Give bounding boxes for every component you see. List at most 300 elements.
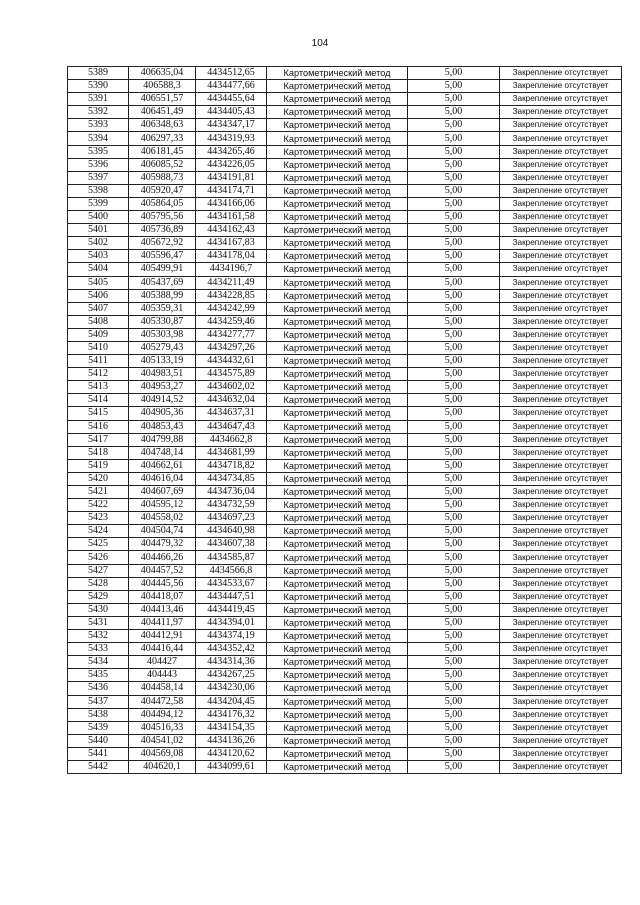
coordinate-x-cell: 404445,56 xyxy=(129,577,196,590)
coordinate-y-cell: 4434405,43 xyxy=(196,106,267,119)
point-number-cell: 5397 xyxy=(68,171,129,184)
accuracy-cell: 5,00 xyxy=(408,407,500,420)
point-number-cell: 5431 xyxy=(68,616,129,629)
method-cell: Картометрический метод xyxy=(267,368,408,381)
table-row xyxy=(68,499,622,512)
method-cell: Картометрический метод xyxy=(267,394,408,407)
coordinate-x-cell: 404516,33 xyxy=(129,721,196,734)
point-number-cell: 5395 xyxy=(68,145,129,158)
coordinate-x-cell: 404418,07 xyxy=(129,590,196,603)
method-cell: Картометрический метод xyxy=(267,302,408,315)
table-row xyxy=(68,459,622,472)
point-number-cell: 5405 xyxy=(68,276,129,289)
point-number-cell: 5414 xyxy=(68,394,129,407)
fixation-cell: Закрепление отсутствует xyxy=(500,630,622,643)
coordinate-y-cell: 4434196,7 xyxy=(196,263,267,276)
coordinate-y-cell: 4434640,98 xyxy=(196,525,267,538)
table-row xyxy=(68,747,622,760)
coordinate-y-cell: 4434154,35 xyxy=(196,721,267,734)
fixation-cell: Закрепление отсутствует xyxy=(500,472,622,485)
fixation-cell: Закрепление отсутствует xyxy=(500,237,622,250)
accuracy-cell: 5,00 xyxy=(408,341,500,354)
method-cell: Картометрический метод xyxy=(267,355,408,368)
fixation-cell: Закрепление отсутствует xyxy=(500,381,622,394)
method-cell: Картометрический метод xyxy=(267,276,408,289)
table-row xyxy=(68,407,622,420)
coordinate-x-cell: 404662,61 xyxy=(129,459,196,472)
coordinate-x-cell: 404748,14 xyxy=(129,446,196,459)
point-number-cell: 5432 xyxy=(68,630,129,643)
point-number-cell: 5429 xyxy=(68,590,129,603)
accuracy-cell: 5,00 xyxy=(408,643,500,656)
point-number-cell: 5390 xyxy=(68,80,129,93)
point-number-cell: 5416 xyxy=(68,420,129,433)
fixation-cell: Закрепление отсутствует xyxy=(500,603,622,616)
fixation-cell: Закрепление отсутствует xyxy=(500,289,622,302)
table-row xyxy=(68,237,622,250)
table-row xyxy=(68,328,622,341)
coordinate-y-cell: 4434267,25 xyxy=(196,669,267,682)
coordinate-x-cell: 404466,26 xyxy=(129,551,196,564)
point-number-cell: 5430 xyxy=(68,603,129,616)
accuracy-cell: 5,00 xyxy=(408,616,500,629)
point-number-cell: 5424 xyxy=(68,525,129,538)
table-row xyxy=(68,289,622,302)
point-number-cell: 5412 xyxy=(68,368,129,381)
table-row xyxy=(68,643,622,656)
method-cell: Картометрический метод xyxy=(267,407,408,420)
method-cell: Картометрический метод xyxy=(267,341,408,354)
coordinate-y-cell: 4434347,17 xyxy=(196,119,267,132)
coordinate-y-cell: 4434120,62 xyxy=(196,747,267,760)
table-row xyxy=(68,590,622,603)
coordinate-x-cell: 404457,52 xyxy=(129,564,196,577)
coordinate-x-cell: 405672,92 xyxy=(129,237,196,250)
accuracy-cell: 5,00 xyxy=(408,708,500,721)
accuracy-cell: 5,00 xyxy=(408,760,500,773)
coordinate-x-cell: 406635,04 xyxy=(129,67,196,80)
point-number-cell: 5434 xyxy=(68,656,129,669)
table-row xyxy=(68,355,622,368)
coordinates-table xyxy=(67,66,622,774)
fixation-cell: Закрепление отсутствует xyxy=(500,564,622,577)
method-cell: Картометрический метод xyxy=(267,760,408,773)
coordinate-y-cell: 4434575,89 xyxy=(196,368,267,381)
method-cell: Картометрический метод xyxy=(267,577,408,590)
point-number-cell: 5438 xyxy=(68,708,129,721)
accuracy-cell: 5,00 xyxy=(408,512,500,525)
accuracy-cell: 5,00 xyxy=(408,394,500,407)
method-cell: Картометрический метод xyxy=(267,499,408,512)
table-row xyxy=(68,276,622,289)
accuracy-cell: 5,00 xyxy=(408,538,500,551)
coordinate-y-cell: 4434352,42 xyxy=(196,643,267,656)
point-number-cell: 5436 xyxy=(68,682,129,695)
accuracy-cell: 5,00 xyxy=(408,499,500,512)
coordinate-y-cell: 4434136,26 xyxy=(196,734,267,747)
method-cell: Картометрический метод xyxy=(267,184,408,197)
method-cell: Картометрический метод xyxy=(267,171,408,184)
coordinate-x-cell: 404416,44 xyxy=(129,643,196,656)
method-cell: Картометрический метод xyxy=(267,67,408,80)
table-row xyxy=(68,669,622,682)
fixation-cell: Закрепление отсутствует xyxy=(500,577,622,590)
coordinate-x-cell: 405795,56 xyxy=(129,211,196,224)
accuracy-cell: 5,00 xyxy=(408,420,500,433)
accuracy-cell: 5,00 xyxy=(408,603,500,616)
coordinate-x-cell: 406348,63 xyxy=(129,119,196,132)
coordinate-y-cell: 4434162,43 xyxy=(196,224,267,237)
coordinate-x-cell: 405988,73 xyxy=(129,171,196,184)
accuracy-cell: 5,00 xyxy=(408,577,500,590)
coordinate-y-cell: 4434566,8 xyxy=(196,564,267,577)
method-cell: Картометрический метод xyxy=(267,708,408,721)
table-row xyxy=(68,394,622,407)
fixation-cell: Закрепление отсутствует xyxy=(500,263,622,276)
coordinate-x-cell: 404569,08 xyxy=(129,747,196,760)
method-cell: Картометрический метод xyxy=(267,603,408,616)
accuracy-cell: 5,00 xyxy=(408,486,500,499)
coordinate-x-cell: 404504,74 xyxy=(129,525,196,538)
coordinate-x-cell: 405736,89 xyxy=(129,224,196,237)
accuracy-cell: 5,00 xyxy=(408,276,500,289)
coordinate-x-cell: 404411,97 xyxy=(129,616,196,629)
accuracy-cell: 5,00 xyxy=(408,355,500,368)
table-row xyxy=(68,656,622,669)
coordinate-x-cell: 404427 xyxy=(129,656,196,669)
coordinate-y-cell: 4434632,04 xyxy=(196,394,267,407)
coordinate-y-cell: 4434585,87 xyxy=(196,551,267,564)
method-cell: Картометрический метод xyxy=(267,263,408,276)
accuracy-cell: 5,00 xyxy=(408,237,500,250)
fixation-cell: Закрепление отсутствует xyxy=(500,276,622,289)
coordinate-y-cell: 4434297,26 xyxy=(196,341,267,354)
accuracy-cell: 5,00 xyxy=(408,211,500,224)
accuracy-cell: 5,00 xyxy=(408,472,500,485)
fixation-cell: Закрепление отсутствует xyxy=(500,315,622,328)
coordinate-x-cell: 404799,88 xyxy=(129,433,196,446)
method-cell: Картометрический метод xyxy=(267,630,408,643)
fixation-cell: Закрепление отсутствует xyxy=(500,171,622,184)
coordinate-x-cell: 404443 xyxy=(129,669,196,682)
accuracy-cell: 5,00 xyxy=(408,158,500,171)
method-cell: Картометрический метод xyxy=(267,106,408,119)
table-row xyxy=(68,721,622,734)
coordinate-y-cell: 4434607,38 xyxy=(196,538,267,551)
point-number-cell: 5421 xyxy=(68,486,129,499)
point-number-cell: 5396 xyxy=(68,158,129,171)
table-row xyxy=(68,472,622,485)
fixation-cell: Закрепление отсутствует xyxy=(500,420,622,433)
coordinate-y-cell: 4434602,02 xyxy=(196,381,267,394)
accuracy-cell: 5,00 xyxy=(408,721,500,734)
point-number-cell: 5425 xyxy=(68,538,129,551)
method-cell: Картометрический метод xyxy=(267,564,408,577)
point-number-cell: 5415 xyxy=(68,407,129,420)
fixation-cell: Закрепление отсутствует xyxy=(500,525,622,538)
accuracy-cell: 5,00 xyxy=(408,525,500,538)
accuracy-cell: 5,00 xyxy=(408,328,500,341)
coordinate-y-cell: 4434228,85 xyxy=(196,289,267,302)
method-cell: Картометрический метод xyxy=(267,551,408,564)
coordinate-y-cell: 4434455,64 xyxy=(196,93,267,106)
coordinate-x-cell: 406588,3 xyxy=(129,80,196,93)
method-cell: Картометрический метод xyxy=(267,80,408,93)
fixation-cell: Закрепление отсутствует xyxy=(500,433,622,446)
fixation-cell: Закрепление отсутствует xyxy=(500,368,622,381)
accuracy-cell: 5,00 xyxy=(408,682,500,695)
coordinate-x-cell: 405388,99 xyxy=(129,289,196,302)
point-number-cell: 5394 xyxy=(68,132,129,145)
table-row xyxy=(68,630,622,643)
coordinate-y-cell: 4434394,01 xyxy=(196,616,267,629)
coordinate-x-cell: 404607,69 xyxy=(129,486,196,499)
coordinate-y-cell: 4434265,46 xyxy=(196,145,267,158)
coordinate-y-cell: 4434242,99 xyxy=(196,302,267,315)
point-number-cell: 5439 xyxy=(68,721,129,734)
point-number-cell: 5391 xyxy=(68,93,129,106)
method-cell: Картометрический метод xyxy=(267,224,408,237)
fixation-cell: Закрепление отсутствует xyxy=(500,656,622,669)
fixation-cell: Закрепление отсутствует xyxy=(500,590,622,603)
method-cell: Картометрический метод xyxy=(267,682,408,695)
method-cell: Картометрический метод xyxy=(267,237,408,250)
table-row xyxy=(68,224,622,237)
coordinate-x-cell: 404620,1 xyxy=(129,760,196,773)
table-row xyxy=(68,302,622,315)
accuracy-cell: 5,00 xyxy=(408,695,500,708)
method-cell: Картометрический метод xyxy=(267,459,408,472)
method-cell: Картометрический метод xyxy=(267,119,408,132)
coordinate-x-cell: 405596,47 xyxy=(129,250,196,263)
accuracy-cell: 5,00 xyxy=(408,656,500,669)
fixation-cell: Закрепление отсутствует xyxy=(500,158,622,171)
coordinate-x-cell: 404558,02 xyxy=(129,512,196,525)
accuracy-cell: 5,00 xyxy=(408,132,500,145)
table-row xyxy=(68,381,622,394)
method-cell: Картометрический метод xyxy=(267,93,408,106)
method-cell: Картометрический метод xyxy=(267,721,408,734)
coordinate-y-cell: 4434681,99 xyxy=(196,446,267,459)
point-number-cell: 5437 xyxy=(68,695,129,708)
point-number-cell: 5399 xyxy=(68,197,129,210)
method-cell: Картометрический метод xyxy=(267,656,408,669)
accuracy-cell: 5,00 xyxy=(408,747,500,760)
fixation-cell: Закрепление отсутствует xyxy=(500,184,622,197)
accuracy-cell: 5,00 xyxy=(408,302,500,315)
fixation-cell: Закрепление отсутствует xyxy=(500,459,622,472)
coordinate-y-cell: 4434226,05 xyxy=(196,158,267,171)
coordinate-x-cell: 406085,52 xyxy=(129,158,196,171)
point-number-cell: 5400 xyxy=(68,211,129,224)
fixation-cell: Закрепление отсутствует xyxy=(500,721,622,734)
method-cell: Картометрический метод xyxy=(267,512,408,525)
accuracy-cell: 5,00 xyxy=(408,446,500,459)
coordinate-x-cell: 405279,43 xyxy=(129,341,196,354)
method-cell: Картометрический метод xyxy=(267,472,408,485)
accuracy-cell: 5,00 xyxy=(408,145,500,158)
fixation-cell: Закрепление отсутствует xyxy=(500,394,622,407)
point-number-cell: 5435 xyxy=(68,669,129,682)
fixation-cell: Закрепление отсутствует xyxy=(500,708,622,721)
coordinate-y-cell: 4434732,59 xyxy=(196,499,267,512)
table-row xyxy=(68,197,622,210)
accuracy-cell: 5,00 xyxy=(408,381,500,394)
point-number-cell: 5401 xyxy=(68,224,129,237)
table-row xyxy=(68,616,622,629)
method-cell: Картометрический метод xyxy=(267,747,408,760)
point-number-cell: 5426 xyxy=(68,551,129,564)
table-row xyxy=(68,433,622,446)
coordinate-x-cell: 405499,91 xyxy=(129,263,196,276)
fixation-cell: Закрепление отсутствует xyxy=(500,538,622,551)
coordinate-y-cell: 4434432,61 xyxy=(196,355,267,368)
point-number-cell: 5420 xyxy=(68,472,129,485)
fixation-cell: Закрепление отсутствует xyxy=(500,760,622,773)
table-row xyxy=(68,577,622,590)
fixation-cell: Закрепление отсутствует xyxy=(500,747,622,760)
point-number-cell: 5428 xyxy=(68,577,129,590)
coordinate-y-cell: 4434277,77 xyxy=(196,328,267,341)
table-row xyxy=(68,158,622,171)
fixation-cell: Закрепление отсутствует xyxy=(500,734,622,747)
accuracy-cell: 5,00 xyxy=(408,630,500,643)
accuracy-cell: 5,00 xyxy=(408,184,500,197)
point-number-cell: 5422 xyxy=(68,499,129,512)
fixation-cell: Закрепление отсутствует xyxy=(500,486,622,499)
point-number-cell: 5393 xyxy=(68,119,129,132)
point-number-cell: 5392 xyxy=(68,106,129,119)
table-row xyxy=(68,682,622,695)
accuracy-cell: 5,00 xyxy=(408,171,500,184)
table-row xyxy=(68,695,622,708)
fixation-cell: Закрепление отсутствует xyxy=(500,695,622,708)
point-number-cell: 5389 xyxy=(68,67,129,80)
coordinate-y-cell: 4434533,67 xyxy=(196,577,267,590)
method-cell: Картометрический метод xyxy=(267,433,408,446)
point-number-cell: 5417 xyxy=(68,433,129,446)
fixation-cell: Закрепление отсутствует xyxy=(500,643,622,656)
fixation-cell: Закрепление отсутствует xyxy=(500,302,622,315)
point-number-cell: 5419 xyxy=(68,459,129,472)
table-row xyxy=(68,211,622,224)
coordinate-y-cell: 4434662,8 xyxy=(196,433,267,446)
coordinate-x-cell: 404479,32 xyxy=(129,538,196,551)
method-cell: Картометрический метод xyxy=(267,289,408,302)
fixation-cell: Закрепление отсутствует xyxy=(500,616,622,629)
method-cell: Картометрический метод xyxy=(267,145,408,158)
table-row xyxy=(68,734,622,747)
coordinate-x-cell: 404413,46 xyxy=(129,603,196,616)
coordinate-x-cell: 405864,05 xyxy=(129,197,196,210)
accuracy-cell: 5,00 xyxy=(408,224,500,237)
method-cell: Картометрический метод xyxy=(267,446,408,459)
coordinate-x-cell: 405920,47 xyxy=(129,184,196,197)
fixation-cell: Закрепление отсутствует xyxy=(500,132,622,145)
table-row xyxy=(68,760,622,773)
fixation-cell: Закрепление отсутствует xyxy=(500,407,622,420)
coordinate-x-cell: 405133,19 xyxy=(129,355,196,368)
coordinate-y-cell: 4434211,49 xyxy=(196,276,267,289)
method-cell: Картометрический метод xyxy=(267,590,408,603)
coordinate-x-cell: 404412,91 xyxy=(129,630,196,643)
coordinate-y-cell: 4434697,23 xyxy=(196,512,267,525)
table-row xyxy=(68,93,622,106)
coordinate-y-cell: 4434167,83 xyxy=(196,237,267,250)
point-number-cell: 5423 xyxy=(68,512,129,525)
table-row xyxy=(68,538,622,551)
fixation-cell: Закрепление отсутствует xyxy=(500,669,622,682)
method-cell: Картометрический метод xyxy=(267,211,408,224)
point-number-cell: 5411 xyxy=(68,355,129,368)
coordinate-y-cell: 4434718,82 xyxy=(196,459,267,472)
point-number-cell: 5413 xyxy=(68,381,129,394)
coordinate-y-cell: 4434174,71 xyxy=(196,184,267,197)
coordinate-y-cell: 4434166,06 xyxy=(196,197,267,210)
accuracy-cell: 5,00 xyxy=(408,564,500,577)
coordinate-y-cell: 4434734,85 xyxy=(196,472,267,485)
method-cell: Картометрический метод xyxy=(267,197,408,210)
fixation-cell: Закрепление отсутствует xyxy=(500,224,622,237)
fixation-cell: Закрепление отсутствует xyxy=(500,145,622,158)
method-cell: Картометрический метод xyxy=(267,695,408,708)
table-row xyxy=(68,80,622,93)
accuracy-cell: 5,00 xyxy=(408,106,500,119)
coordinate-x-cell: 405303,98 xyxy=(129,328,196,341)
coordinate-y-cell: 4434319,93 xyxy=(196,132,267,145)
coordinate-x-cell: 404458,14 xyxy=(129,682,196,695)
coordinate-y-cell: 4434191,81 xyxy=(196,171,267,184)
coordinate-x-cell: 405437,69 xyxy=(129,276,196,289)
point-number-cell: 5406 xyxy=(68,289,129,302)
coordinate-y-cell: 4434259,46 xyxy=(196,315,267,328)
coordinate-x-cell: 406181,45 xyxy=(129,145,196,158)
point-number-cell: 5418 xyxy=(68,446,129,459)
method-cell: Картометрический метод xyxy=(267,250,408,263)
method-cell: Картометрический метод xyxy=(267,734,408,747)
table-row xyxy=(68,512,622,525)
method-cell: Картометрический метод xyxy=(267,525,408,538)
table-row xyxy=(68,341,622,354)
table-row xyxy=(68,263,622,276)
fixation-cell: Закрепление отсутствует xyxy=(500,197,622,210)
coordinate-y-cell: 4434637,31 xyxy=(196,407,267,420)
table-row xyxy=(68,603,622,616)
fixation-cell: Закрепление отсутствует xyxy=(500,355,622,368)
fixation-cell: Закрепление отсутствует xyxy=(500,119,622,132)
point-number-cell: 5433 xyxy=(68,643,129,656)
coordinate-x-cell: 406451,49 xyxy=(129,106,196,119)
coordinate-y-cell: 4434736,04 xyxy=(196,486,267,499)
coordinate-y-cell: 4434161,58 xyxy=(196,211,267,224)
coordinate-x-cell: 404494,12 xyxy=(129,708,196,721)
fixation-cell: Закрепление отсутствует xyxy=(500,211,622,224)
method-cell: Картометрический метод xyxy=(267,328,408,341)
fixation-cell: Закрепление отсутствует xyxy=(500,341,622,354)
point-number-cell: 5410 xyxy=(68,341,129,354)
accuracy-cell: 5,00 xyxy=(408,197,500,210)
accuracy-cell: 5,00 xyxy=(408,669,500,682)
table-row xyxy=(68,171,622,184)
method-cell: Картометрический метод xyxy=(267,420,408,433)
method-cell: Картометрический метод xyxy=(267,538,408,551)
coordinates-table-body xyxy=(68,67,622,774)
table-row xyxy=(68,446,622,459)
fixation-cell: Закрепление отсутствует xyxy=(500,328,622,341)
method-cell: Картометрический метод xyxy=(267,132,408,145)
method-cell: Картометрический метод xyxy=(267,616,408,629)
coordinate-y-cell: 4434647,43 xyxy=(196,420,267,433)
